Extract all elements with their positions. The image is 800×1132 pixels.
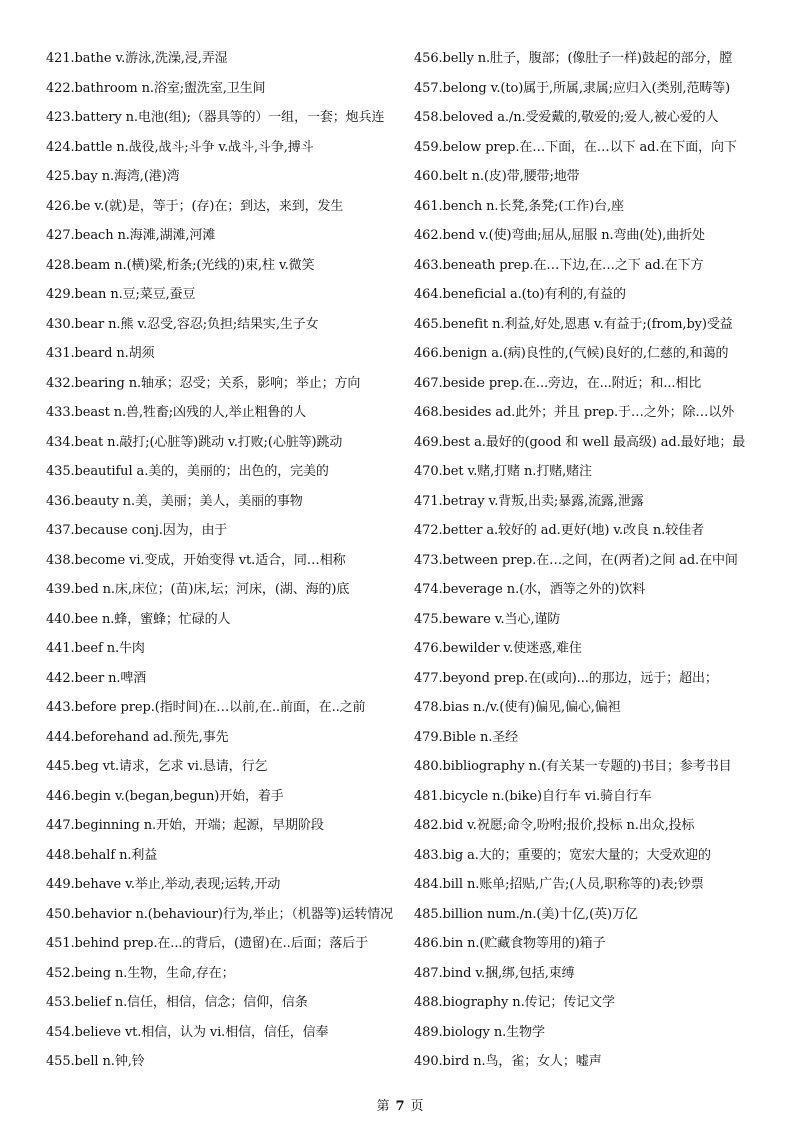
vocab-entry: 480.bibliography n.(有关某一专题的)书目；参考书目 bbox=[414, 759, 732, 774]
vocab-entry: 448.behalf n.利益 bbox=[46, 847, 158, 863]
vocab-entry: 440.bee n.蜂，蜜蜂；忙碌的人 bbox=[46, 611, 231, 627]
vocab-entry: 457.belong v.(to)属于,所属,隶属;应归入(类别,范畴等) bbox=[414, 80, 731, 96]
page-footer bbox=[0, 1095, 800, 1114]
vocab-entry: 446.begin v.(began,begun)开始，着手 bbox=[46, 788, 284, 804]
page-number: 7 bbox=[395, 1099, 405, 1114]
vocab-entry: 485.billion num./n.(美)十亿,(英)万亿 bbox=[414, 906, 638, 922]
vocab-entry: 468.besides ad.此外；并且 prep.于…之外；除…以外 bbox=[414, 405, 735, 420]
vocab-entry: 459.below prep.在…下面，在…以下 ad.在下面，向下 bbox=[414, 139, 737, 155]
footer-prefix: 第 bbox=[376, 1099, 390, 1114]
vocab-entry: 484.bill n.账单;招贴,广告;(人员,职称等的)表;钞票 bbox=[414, 877, 704, 892]
vocab-entry: 460.belt n.(皮)带,腰带;地带 bbox=[414, 169, 580, 184]
vocab-entry: 469.best a.最好的(good 和 well 最高级) ad.最好地；最 bbox=[414, 434, 746, 450]
vocab-entry: 477.beyond prep.在(或向)...的那边，远于；超出； bbox=[414, 670, 718, 686]
vocab-entry: 427.beach n.海滩,湖滩,河滩 bbox=[46, 228, 216, 243]
vocab-entry: 462.bend v.(使)弯曲;屈从,屈服 n.弯曲(处),曲折处 bbox=[414, 228, 705, 243]
vocab-entry: 461.bench n.长凳,条凳;(工作)台,座 bbox=[414, 198, 624, 214]
vocab-entry: 436.beauty n.美，美丽；美人，美丽的事物 bbox=[46, 493, 303, 509]
vocab-entry: 431.beard n.胡须 bbox=[46, 346, 155, 361]
vocab-entry: 451.behind prep.在...的背后，(遗留)在..后面；落后于 bbox=[46, 936, 369, 951]
vocab-entry: 437.because conj.因为，由于 bbox=[46, 523, 228, 538]
vocab-entry: 488.biography n.传记；传记文学 bbox=[414, 995, 615, 1010]
vocab-entry: 467.beside prep.在...旁边，在...附近；和...相比 bbox=[414, 375, 702, 391]
vocab-entry: 453.belief n.信任，相信，信念；信仰，信条 bbox=[46, 995, 308, 1010]
vocab-entry: 432.bearing n.轴承；忍受；关系，影响；举止；方向 bbox=[46, 375, 361, 391]
vocab-entry: 478.bias n./v.(使有)偏见,偏心,偏袒 bbox=[414, 700, 621, 715]
vocab-entry: 443.before prep.(指时间)在…以前,在..前面，在..之前 bbox=[46, 700, 366, 715]
vocab-entry: 422.bathroom n.浴室;盥洗室,卫生间 bbox=[46, 80, 266, 96]
vocab-entry: 454.believe vt.相信，认为 vi.相信，信任，信奉 bbox=[46, 1024, 329, 1040]
vocab-entry: 479.Bible n.圣经 bbox=[414, 729, 519, 745]
vocab-entry: 470.bet v.赌,打赌 n.打赌,赌注 bbox=[414, 464, 592, 479]
vocab-entry: 423.battery n.电池(组);（器具等的）一组，一套；炮兵连 bbox=[46, 110, 385, 125]
vocab-entry: 476.bewilder v.使迷惑,难住 bbox=[414, 641, 582, 656]
vocab-entry: 426.be v.(就)是，等于；(存)在；到达，来到，发生 bbox=[46, 198, 344, 214]
vocab-entry: 482.bid v.祝愿;命令,吩咐;报价,投标 n.出众,投标 bbox=[414, 818, 695, 833]
vocab-entry: 490.bird n.鸟，雀；女人；嘘声 bbox=[414, 1054, 602, 1069]
vocab-entry: 481.bicycle n.(bike)自行车 vi.骑自行车 bbox=[414, 788, 652, 804]
vocab-entry: 444.beforehand ad.预先,事先 bbox=[46, 729, 229, 745]
vocab-entry: 449.behave v.举止,举动,表现;运转,开动 bbox=[46, 877, 281, 892]
vocab-entry: 430.bear n.熊 v.忍受,容忍;负担;结果实,生子女 bbox=[46, 316, 319, 332]
vocab-entry: 424.battle n.战役,战斗;斗争 v.战斗,斗争,搏斗 bbox=[46, 139, 314, 155]
vocab-entry: 472.better a.较好的 ad.更好(地) v.改良 n.较佳者 bbox=[414, 523, 704, 538]
vocab-entry: 486.bin n.(贮藏食物等用的)箱子 bbox=[414, 936, 606, 951]
vocab-entry: 474.beverage n.(水，酒等之外的)饮料 bbox=[414, 582, 646, 597]
vocab-entry: 466.benign a.(病)良性的,(气候)良好的,仁慈的,和蔼的 bbox=[414, 346, 729, 361]
right-column bbox=[414, 44, 758, 1077]
vocab-entry: 483.big a.大的；重要的；宽宏大量的；大受欢迎的 bbox=[414, 847, 711, 863]
vocab-entry: 438.become vi.变成，开始变得 vt.适合，同…相称 bbox=[46, 552, 346, 568]
vocab-entry: 452.being n.生物，生命,存在； bbox=[46, 965, 235, 981]
vocab-entry: 465.benefit n.利益,好处,恩惠 v.有益于;(from,by)受益 bbox=[414, 316, 733, 332]
vocab-entry: 450.behavior n.(behaviour)行为,举止；（机器等)运转情况 bbox=[46, 906, 394, 922]
footer-suffix: 页 bbox=[410, 1099, 424, 1114]
vocab-entry: 487.bind v.捆,绑,包括,束缚 bbox=[414, 965, 575, 981]
vocab-entry: 447.beginning n.开始，开端；起源，早期阶段 bbox=[46, 818, 324, 833]
vocab-entry: 421.bathe v.游泳,洗澡,浸,弄湿 bbox=[46, 51, 228, 66]
vocab-entry: 441.beef n.牛肉 bbox=[46, 641, 145, 656]
vocab-entry: 458.beloved a./n.受爱戴的,敬爱的;爱人,被心爱的人 bbox=[414, 110, 719, 125]
vocab-entry: 439.bed n.床,床位；(苗)床,坛；河床，(湖、海的)底 bbox=[46, 582, 350, 597]
vocab-entry: 473.between prep.在…之间，在(两者)之间 ad.在中间 bbox=[414, 552, 738, 568]
vocab-entry: 435.beautiful a.美的，美丽的；出色的，完美的 bbox=[46, 464, 329, 479]
vocab-entry: 433.beast n.兽,牲畜;凶残的人,举止粗鲁的人 bbox=[46, 405, 307, 420]
vocab-entry: 455.bell n.钟,铃 bbox=[46, 1054, 145, 1069]
vocab-entry: 434.beat n.敲打;(心脏等)跳动 v.打败;(心脏等)跳动 bbox=[46, 434, 343, 450]
vocab-entry: 475.beware v.当心,谨防 bbox=[414, 611, 561, 627]
left-column bbox=[46, 44, 398, 1077]
vocab-entry: 464.beneficial a.(to)有利的,有益的 bbox=[414, 287, 626, 302]
vocab-entry: 456.belly n.肚子，腹部；(像肚子一样)鼓起的部分，膛 bbox=[414, 51, 733, 66]
vocab-entry: 489.biology n.生物学 bbox=[414, 1024, 545, 1040]
vocab-entry: 463.beneath prep.在…下边,在…之下 ad.在下方 bbox=[414, 257, 704, 273]
vocab-entry: 428.beam n.(横)梁,桁条;(光线的)束,柱 v.微笑 bbox=[46, 257, 315, 273]
vocab-entry: 425.bay n.海湾,(港)湾 bbox=[46, 169, 180, 184]
vocab-entry: 429.bean n.豆;菜豆,蚕豆 bbox=[46, 287, 196, 302]
vocab-entry: 445.beg vt.请求，乞求 vi.恳请，行乞 bbox=[46, 759, 268, 774]
vocab-entry: 442.beer n.啤酒 bbox=[46, 670, 147, 686]
vocab-entry: 471.betray v.背叛,出卖;暴露,流露,泄露 bbox=[414, 493, 644, 509]
